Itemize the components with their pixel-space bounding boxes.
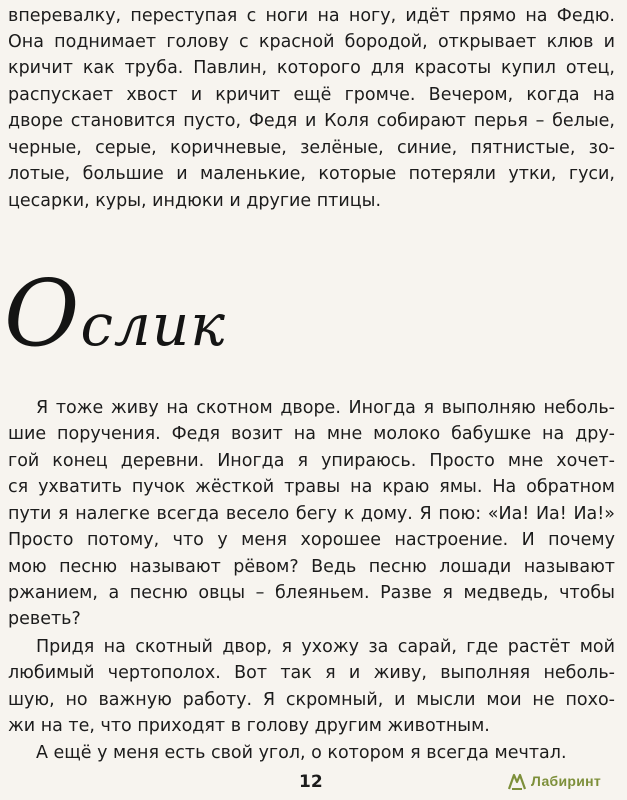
story-line: А ещё у меня есть свой угол, о котором я всегда мечтал.	[36, 743, 567, 763]
story-line: жи на те, что приходят в голову другим животным.	[8, 716, 490, 736]
story-line: гой конец деревни. Иногда я упираюсь. Просто мне хочет-	[8, 451, 615, 471]
intro-line: Она поднимает голову с красной бородой, открывает клюв и	[8, 32, 615, 52]
intro-line: цесарки, куры, индюки и другие птицы.	[8, 191, 382, 211]
chapter-title-rest: слик	[80, 291, 226, 359]
story-line: шую, но важную работу. Я скромный, и мысли мои не похо-	[8, 690, 615, 710]
story-line: пути я налегке всегда весело бегу к дому. Я пою: «Иа! Иа! Иа!»	[8, 504, 615, 524]
story-line: Я тоже живу на скотном дворе. Иногда я выполняю неболь-	[36, 398, 615, 418]
story-line: ржанием, а песню овцы – блеяньем. Разве я медведь, чтобы	[8, 583, 615, 603]
story-line: любимый чертополох. Вот так я и живу, выполняя неболь-	[8, 663, 615, 683]
watermark-text: Лабиринт	[531, 773, 602, 789]
story-line: ся ухватить пучок жёсткой травы на краю ямы. На обратном	[8, 477, 615, 497]
story-line: шие поручения. Федя возит на мне молоко бабушке на дру-	[8, 424, 615, 444]
intro-line: дворе становится пусто, Федя и Коля собирают перья – белые,	[8, 111, 615, 131]
chapter-title	[4, 260, 226, 371]
story-line: Просто потому, что у меня хорошее настроение. И почему	[8, 530, 615, 550]
intro-line: вперевалку, переступая с ноги на ногу, идёт прямо на Федю.	[8, 6, 615, 26]
chapter-title-initial: О	[4, 260, 81, 367]
story-line: Придя на скотный двор, я ухожу за сарай, где растёт мой	[36, 637, 615, 657]
labirint-logo-icon	[506, 770, 528, 792]
intro-line: распускает хвост и кричит ещё громче. Вечером, когда на	[8, 85, 615, 105]
intro-line: черные, серые, коричневые, зелёные, синие, пятнистые, зо-	[8, 138, 615, 158]
intro-line: кричит как труба. Павлин, которого для красоты купил отец,	[8, 58, 615, 78]
watermark	[506, 768, 624, 794]
intro-line: лотые, большие и маленькие, которые потеряли утки, гуси,	[8, 164, 615, 184]
story-line: реветь?	[8, 609, 81, 629]
story-line: мою песню называют рёвом? Ведь песню лошади называют	[8, 557, 615, 577]
page-number: 12	[299, 772, 323, 792]
